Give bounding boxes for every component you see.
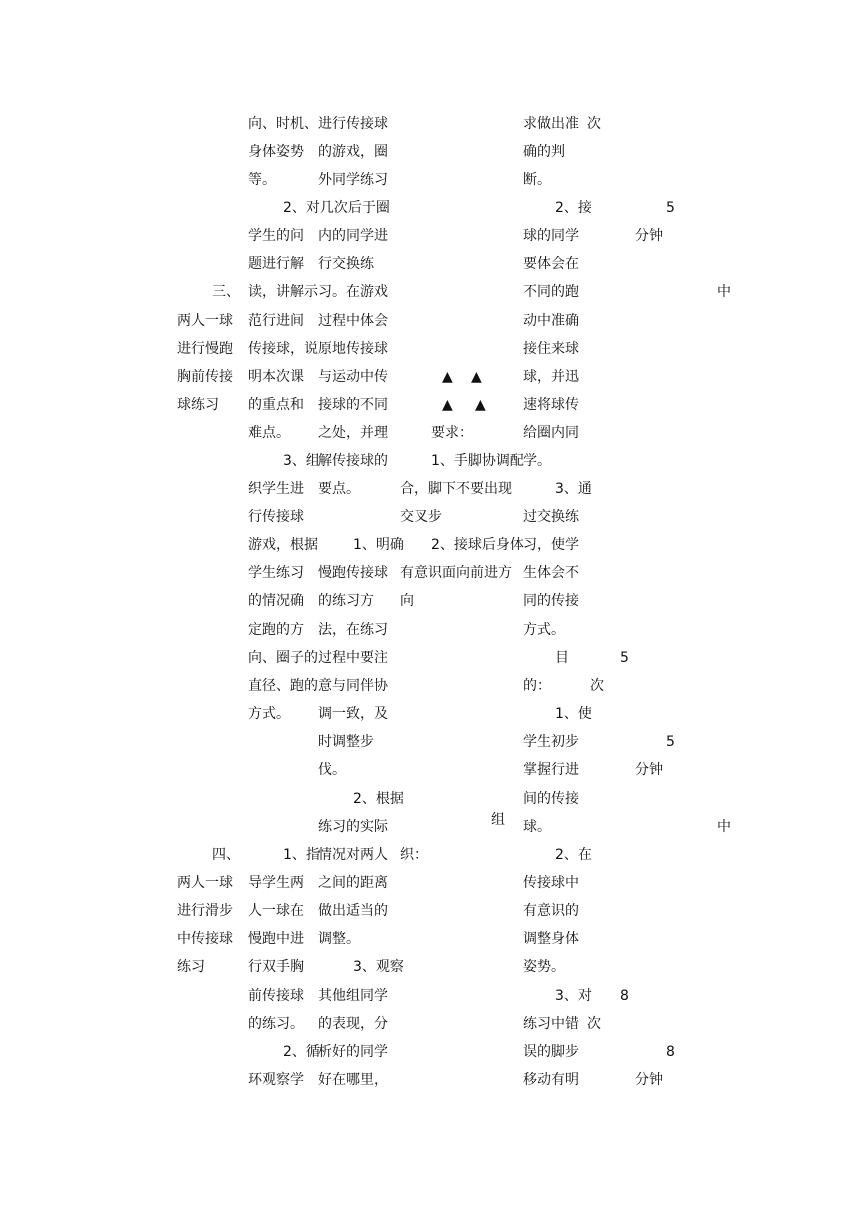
time-value: 8 xyxy=(666,1044,675,1060)
requirement-text-line: 目 xyxy=(555,650,569,666)
requirement-text-line: 误的脚步 xyxy=(523,1044,579,1060)
organization-text-line: 织： xyxy=(400,847,428,863)
requirement-text-line: 传接球中 xyxy=(523,875,579,891)
requirement-text-line: 姿势。 xyxy=(523,959,565,975)
student-text-line: 的练习方 xyxy=(318,593,374,609)
student-text-line: 情况对两人 xyxy=(318,847,388,863)
intensity-label: 中 xyxy=(717,284,731,300)
requirement-text-line: 习，使学 xyxy=(523,537,579,553)
teacher-text-line: 学生的问 xyxy=(248,228,304,244)
student-text-line: 练习的实际 xyxy=(318,819,388,835)
requirement-text-line: 2、在 xyxy=(555,847,592,863)
count-value: 5 xyxy=(620,650,629,666)
requirement-text-line: 球，并迅 xyxy=(523,369,579,385)
teacher-text-line: 的重点和 xyxy=(248,397,304,413)
triangle-icon: ▲ xyxy=(442,397,453,413)
teacher-text-line: 游戏，根据 xyxy=(248,537,318,553)
student-text-line: 2、根据 xyxy=(353,791,404,807)
student-text-line: 过程中体会 xyxy=(318,313,388,329)
requirement-text-line: 动中准确 xyxy=(523,313,579,329)
student-text-line: 调一致，及 xyxy=(318,706,388,722)
student-text-line: 其他组同学 xyxy=(318,988,388,1004)
section-4-title-line: 两人一球 xyxy=(177,875,233,891)
student-text-line: 的游戏，圈 xyxy=(318,144,388,160)
requirement-text-line: 生体会不 xyxy=(523,565,579,581)
student-text-line: 做出适当的 xyxy=(318,903,388,919)
section-3-title-line: 进行慢跑 xyxy=(177,341,233,357)
student-text-line: 析好的同学 xyxy=(318,1044,388,1060)
requirement-text-line: 求做出准 xyxy=(523,116,579,132)
triangle-icon: ▲ xyxy=(471,369,482,385)
teacher-text-line: 方式。 xyxy=(248,706,290,722)
teacher-text-line: 行传接球 xyxy=(248,509,304,525)
requirement-text-line: 掌握行进 xyxy=(523,762,579,778)
requirement-text-line: 方式。 xyxy=(523,622,565,638)
teacher-text-line: 向、时机、 xyxy=(248,116,318,132)
student-text-line: 行交换练 xyxy=(318,256,374,272)
student-text-line: 进行传接球 xyxy=(318,116,388,132)
student-text-line: 慢跑传接球 xyxy=(318,565,388,581)
organization-text-line: 有意识面向前进方 xyxy=(400,565,512,581)
requirement-text-line: 学。 xyxy=(523,453,551,469)
requirement-text-line: 球的同学 xyxy=(523,228,579,244)
student-text-line: 内的同学进 xyxy=(318,228,388,244)
time-unit: 分钟 xyxy=(635,762,663,778)
student-text-line: 之间的距离 xyxy=(318,875,388,891)
triangle-icon: ▲ xyxy=(475,397,486,413)
count-unit: 次 xyxy=(587,1016,601,1032)
requirement-text-line: 间的传接 xyxy=(523,791,579,807)
student-text-line: 之处，并理 xyxy=(318,425,388,441)
count-unit: 次 xyxy=(590,678,604,694)
section-4-number: 四、 xyxy=(212,847,240,863)
organization-text-line: 1、手脚协调配 xyxy=(431,453,524,469)
time-unit: 分钟 xyxy=(635,228,663,244)
requirement-text-line: 接住来球 xyxy=(523,341,579,357)
student-text-line: 好在哪里， xyxy=(318,1072,388,1088)
student-text-line: 习。在游戏 xyxy=(318,284,388,300)
student-text-line: 要点。 xyxy=(318,481,360,497)
teacher-text-line: 2、对几次后于圈 xyxy=(283,200,390,216)
teacher-text-line: 的情况确 xyxy=(248,593,304,609)
time-value: 5 xyxy=(666,734,675,750)
student-text-line: 与运动中传 xyxy=(318,369,388,385)
count-value: 8 xyxy=(620,988,629,1004)
teacher-text-line: 慢跑中进 xyxy=(248,931,304,947)
requirement-text-line: 练习中错 xyxy=(523,1016,579,1032)
teacher-text-line: 直径、跑的 xyxy=(248,678,318,694)
teacher-text-line: 定跑的方 xyxy=(248,622,304,638)
student-text-line: 的表现，分 xyxy=(318,1016,388,1032)
section-3-title-line: 两人一球 xyxy=(177,313,233,329)
requirement-text-line: 2、接 xyxy=(555,200,592,216)
teacher-text-line: 范行进间 xyxy=(248,313,304,329)
student-text-line: 原地传接球 xyxy=(318,341,388,357)
student-text-line: 解传接球的 xyxy=(318,453,388,469)
teacher-text-line: 向、圈子的 xyxy=(248,650,318,666)
teacher-text-line: 读，讲解示 xyxy=(248,284,318,300)
student-text-line: 过程中要注 xyxy=(318,650,388,666)
teacher-text-line: 的练习。 xyxy=(248,1016,304,1032)
requirement-text-line: 速将球传 xyxy=(523,397,579,413)
student-text-line: 调整。 xyxy=(318,931,360,947)
time-unit: 分钟 xyxy=(635,1072,663,1088)
requirement-text-line: 同的传接 xyxy=(523,593,579,609)
teacher-text-line: 身体姿势 xyxy=(248,144,304,160)
requirement-text-line: 3、通 xyxy=(555,481,592,497)
section-3-title-line: 胸前传接 xyxy=(177,369,233,385)
teacher-text-line: 等。 xyxy=(248,172,276,188)
requirement-text-line: 1、使 xyxy=(555,706,592,722)
student-text-line: 意与同伴协 xyxy=(318,678,388,694)
teacher-text-line: 人一球在 xyxy=(248,903,304,919)
teacher-text-line: 3、组 xyxy=(283,453,320,469)
teacher-text-line: 环观察学 xyxy=(248,1072,304,1088)
requirement-text-line: 的： xyxy=(523,678,551,694)
count-unit: 次 xyxy=(587,116,601,132)
student-text-line: 外同学练习 xyxy=(318,172,388,188)
student-text-line: 伐。 xyxy=(318,762,346,778)
section-4-title-line: 中传接球 xyxy=(177,931,233,947)
organization-text-line: 交叉步 xyxy=(400,509,442,525)
teacher-text-line: 题进行解 xyxy=(248,256,304,272)
student-text-line: 1、明确 xyxy=(353,537,404,553)
teacher-text-line: 传接球，说 xyxy=(248,341,318,357)
section-3-number: 三、 xyxy=(212,284,240,300)
student-text-line: 接球的不同 xyxy=(318,397,388,413)
teacher-text-line: 导学生两 xyxy=(248,875,304,891)
section-4-title-line: 练习 xyxy=(177,959,205,975)
teacher-text-line: 难点。 xyxy=(248,425,290,441)
requirement-text-line: 球。 xyxy=(523,819,551,835)
organization-text-line: 组 xyxy=(491,812,505,828)
organization-text-line: 2、接球后身体 xyxy=(431,537,524,553)
count-value: 5 xyxy=(666,200,675,216)
requirement-text-line: 确的判 xyxy=(523,144,565,160)
section-3-title-line: 球练习 xyxy=(177,397,219,413)
requirement-text-line: 要体会在 xyxy=(523,256,579,272)
requirement-text-line: 给圈内同 xyxy=(523,425,579,441)
teacher-text-line: 学生练习 xyxy=(248,565,304,581)
teacher-text-line: 1、指 xyxy=(283,847,320,863)
requirement-text-line: 不同的跑 xyxy=(523,284,579,300)
organization-text-line: 合，脚下不要出现 xyxy=(400,481,512,497)
organization-text-line: 要求： xyxy=(431,425,473,441)
requirement-text-line: 有意识的 xyxy=(523,903,579,919)
teacher-text-line: 行双手胸 xyxy=(248,959,304,975)
teacher-text-line: 前传接球 xyxy=(248,988,304,1004)
student-text-line: 法，在练习 xyxy=(318,622,388,638)
organization-text-line: 向 xyxy=(400,593,414,609)
student-text-line: 3、观察 xyxy=(353,959,404,975)
intensity-label: 中 xyxy=(717,819,731,835)
student-text-line: 时调整步 xyxy=(318,734,374,750)
requirement-text-line: 移动有明 xyxy=(523,1072,579,1088)
triangle-icon: ▲ xyxy=(442,369,453,385)
teacher-text-line: 明本次课 xyxy=(248,369,304,385)
teacher-text-line: 织学生进 xyxy=(248,481,304,497)
section-4-title-line: 进行滑步 xyxy=(177,903,233,919)
requirement-text-line: 断。 xyxy=(523,172,551,188)
requirement-text-line: 学生初步 xyxy=(523,734,579,750)
requirement-text-line: 过交换练 xyxy=(523,509,579,525)
teacher-text-line: 2、循 xyxy=(283,1044,320,1060)
requirement-text-line: 调整身体 xyxy=(523,931,579,947)
requirement-text-line: 3、对 xyxy=(555,988,592,1004)
